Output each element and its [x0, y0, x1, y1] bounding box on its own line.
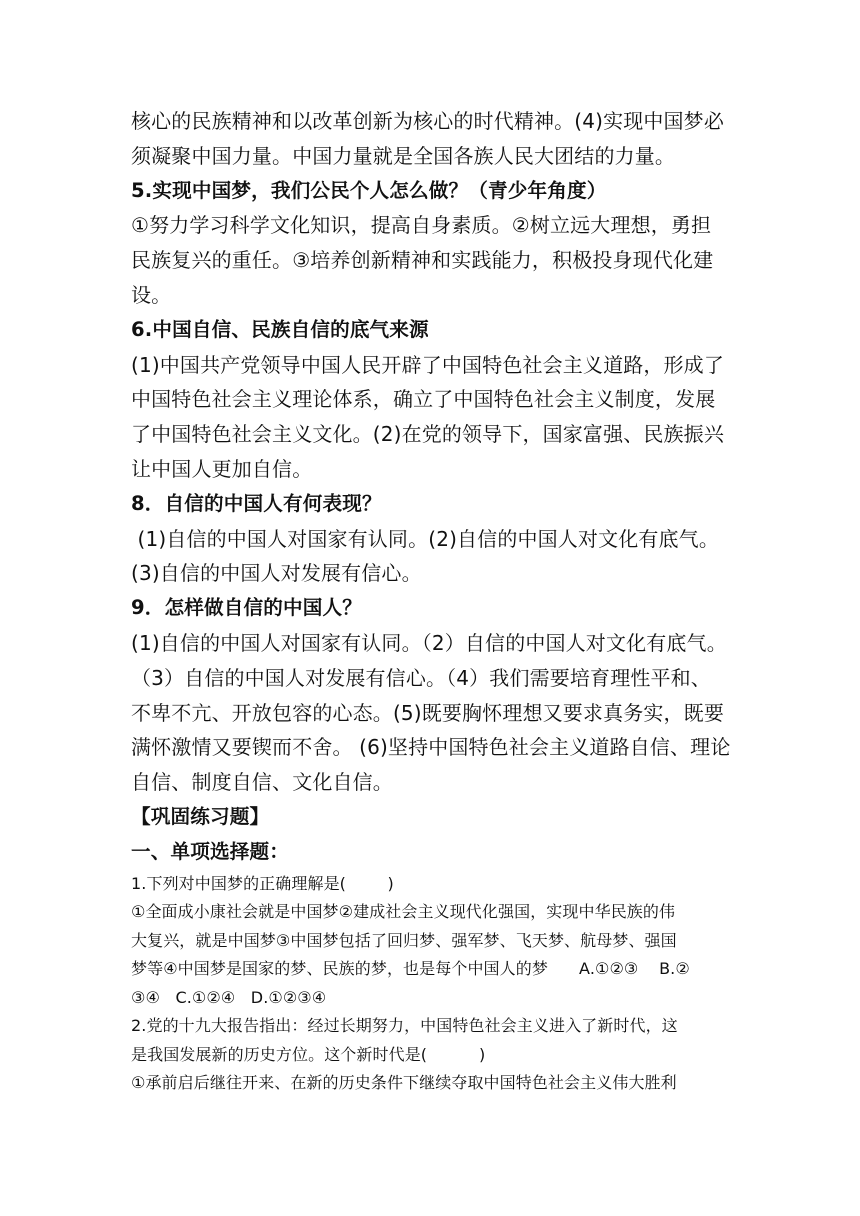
paragraph-line: 不卑不亢、开放包容的心态。(5)既要胸怀理想又要求真务实，既要 — [131, 700, 724, 725]
question-line: 大复兴，就是中国梦③中国梦包括了回归梦、强军梦、飞天梦、航母梦、强国 — [131, 930, 677, 950]
question-line: ①承前启后继往开来、在新的历史条件下继续夺取中国特色社会主义伟大胜利 — [131, 1073, 677, 1093]
document-page — [131, 104, 731, 1098]
section-heading: 5.实现中国梦，我们公民个人怎么做？（青少年角度） — [131, 178, 607, 202]
section-heading: 8．自信的中国人有何表现？ — [131, 491, 382, 515]
section-heading: 一、单项选择题： — [131, 839, 289, 863]
paragraph-line: 须凝聚中国力量。中国力量就是全国各族人民大团结的力量。 — [131, 143, 676, 168]
paragraph-line: (1)自信的中国人对国家有认同。（2）自信的中国人对文化有底气。 — [131, 630, 727, 655]
paragraph-line: 了中国特色社会主义文化。(2)在党的领导下，国家富强、民族振兴 — [131, 422, 724, 447]
paragraph-line: 民族复兴的重任。③培养创新精神和实践能力，积极投身现代化建 — [131, 248, 714, 273]
paragraph-line: (1)中国共产党领导中国人民开辟了中国特色社会主义道路，形成了 — [131, 352, 724, 377]
question-line: ①全面成小康社会就是中国梦②建成社会主义现代化强国，实现中华民族的伟 — [131, 902, 676, 922]
question-line: ③④ C.①②④ D.①②③④ — [131, 987, 327, 1007]
paragraph-line: 让中国人更加自信。 — [131, 456, 313, 481]
paragraph-line: (1)自信的中国人对国家有认同。(2)自信的中国人对文化有底气。 — [131, 526, 719, 551]
question-line: 梦等④中国梦是国家的梦、民族的梦，也是每个中国人的梦 A.①②③ B.② — [131, 959, 690, 979]
paragraph-line: (3)自信的中国人对发展有信心。 — [131, 561, 422, 586]
section-heading: 9．怎样做自信的中国人？ — [131, 596, 362, 620]
paragraph-line: 自信、制度自信、文化自信。 — [131, 770, 393, 795]
question-line: 1.下列对中国梦的正确理解是( ) — [131, 873, 394, 893]
paragraph-line: 中国特色社会主义理论体系，确立了中国特色社会主义制度，发展 — [131, 387, 716, 412]
paragraph-line: 设。 — [131, 282, 172, 307]
paragraph-line: ①努力学习科学文化知识，提高自身素质。②树立远大理想，勇担 — [131, 213, 712, 238]
paragraph-line: （3）自信的中国人对发展有信心。（4）我们需要培育理性平和、 — [131, 665, 711, 690]
paragraph-line: 满怀激情又要锲而不舍。 (6)坚持中国特色社会主义道路自信、理论 — [131, 735, 731, 760]
section-heading: 6.中国自信、民族自信的底气来源 — [131, 317, 429, 341]
paragraph-line: 核心的民族精神和以改革创新为核心的时代精神。(4)实现中国梦必 — [131, 109, 724, 133]
section-heading: 【巩固练习题】 — [131, 804, 270, 828]
question-line: 2.党的十九大报告指出：经过长期努力，中国特色社会主义进入了新时代，这 — [131, 1016, 678, 1036]
question-line: 是我国发展新的历史方位。这个新时代是( ) — [131, 1044, 486, 1064]
